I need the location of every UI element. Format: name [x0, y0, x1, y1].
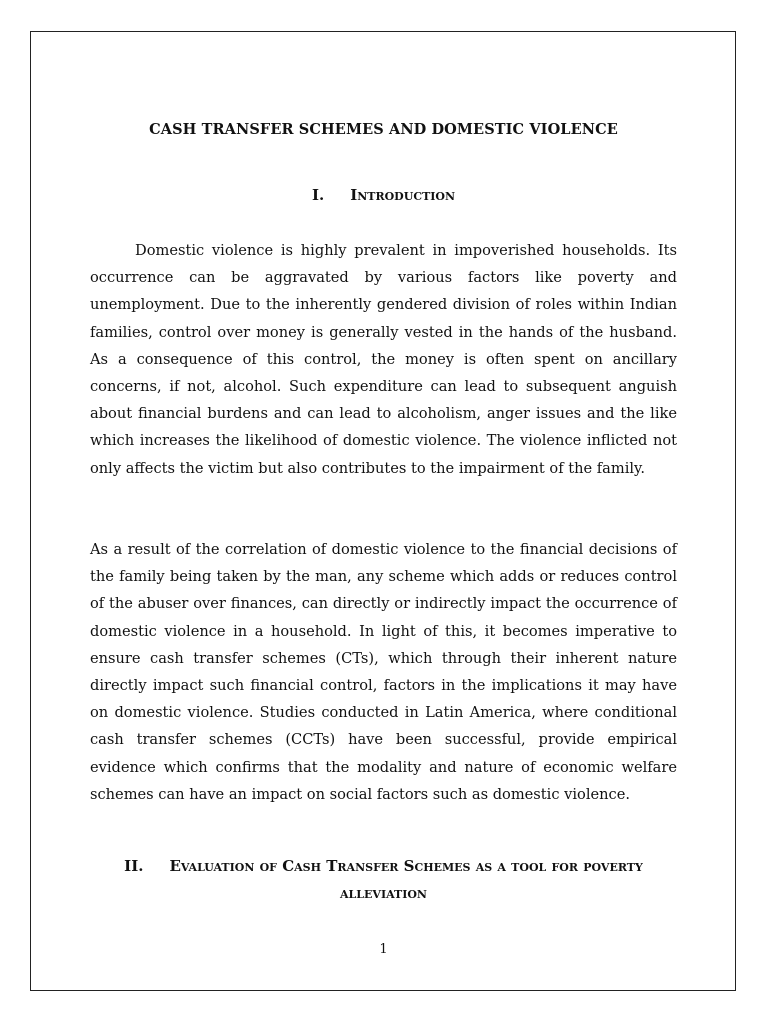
- section-title: Introduction: [350, 186, 456, 204]
- section-heading-evaluation: [90, 853, 677, 907]
- section-number: II.: [124, 857, 144, 875]
- paragraph-2: As a result of the correlation of domestic violence to the financial decisions of the family being taken by the man, any scheme which adds or reduces control of the abuser over finances, can directly or indirectly impact the occurrence of domestic violence in a household. In light of this, it becomes imperative to ensure cash transfer schemes (CTs), which through their inherent nature directly impact such financial control, factors in the implications it may have on domestic violence. Studies conducted in Latin America, where conditional cash transfer schemes (CCTs) have been successful, provide empirical evidence which confirms that the modality and nature of economic welfare schemes can have an impact on social factors such as domestic violence.: [90, 541, 677, 803]
- section-heading-introduction: [90, 186, 677, 204]
- page-border: [30, 31, 736, 991]
- paragraph-1: Domestic violence is highly prevalent in impoverished households. Its occurrence can be aggravated by various factors like poverty and unemployment. Due to the inherently gendered division of roles within Indian families, control over money is generally vested in the hands of the husband. As a consequence of this control, the money is often spent on ancillary concerns, if not, alcohol. Such expenditure can lead to subsequent anguish about financial burdens and can lead to alcoholism, anger issues and the like which increases the likelihood of domestic violence. The violence inflicted not only affects the victim but also contributes to the impairment of the family.: [90, 242, 677, 477]
- section-number: I.: [311, 186, 325, 204]
- section-title: Evaluation of Cash Transfer Schemes as a tool for poverty alleviation: [169, 857, 643, 902]
- document-title: CASH TRANSFER SCHEMES AND DOMESTIC VIOLENCE: [149, 121, 618, 138]
- page-number: 1: [379, 942, 388, 957]
